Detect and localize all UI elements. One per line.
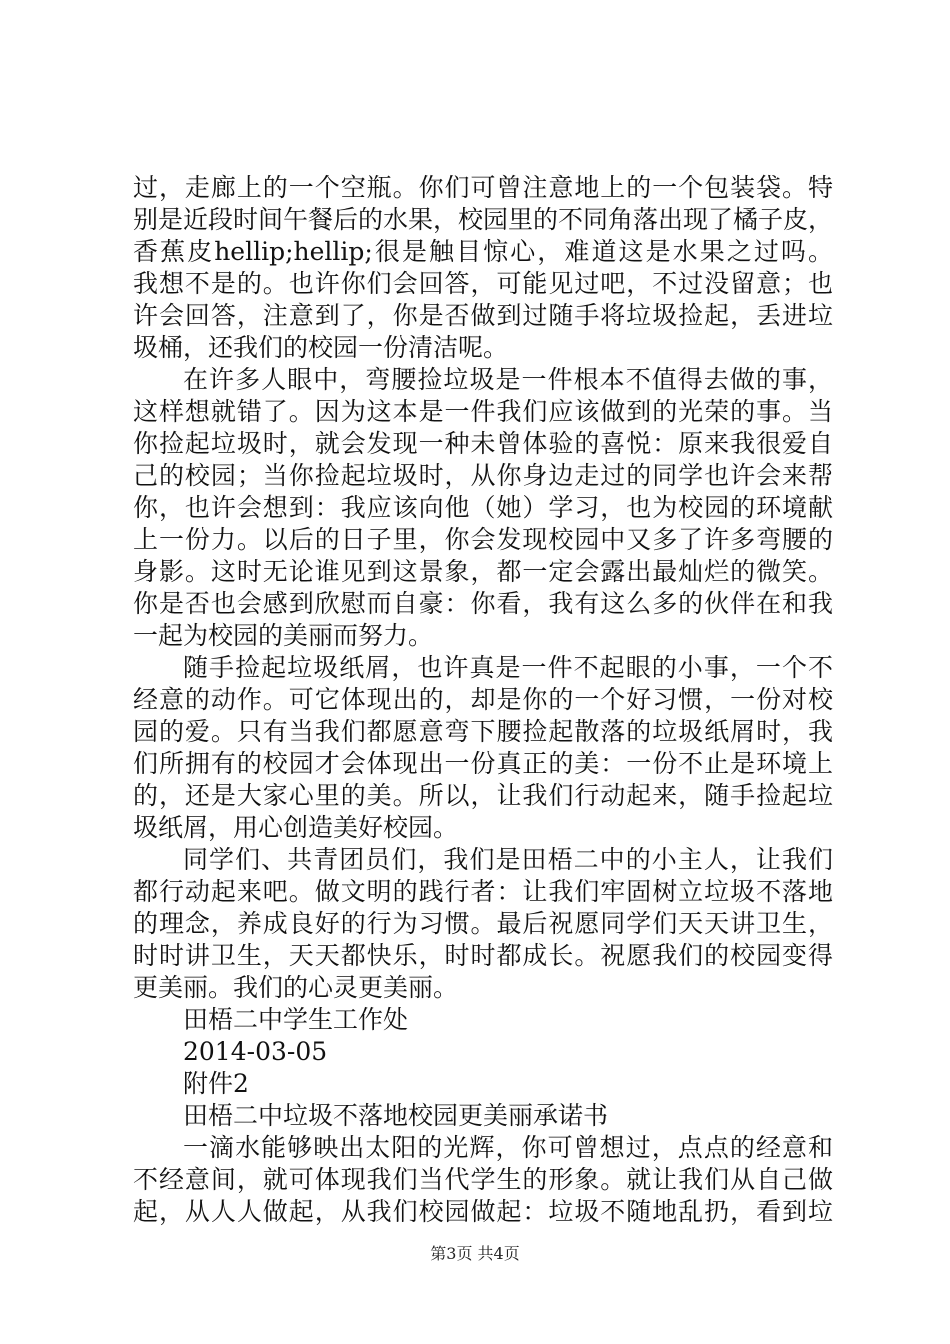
text-line: 在许多人眼中，弯腰捡垃圾是一件根本不值得去做的事， xyxy=(183,365,833,394)
text-line: 一滴水能够映出太阳的光辉，你可曾想过，点点的经意和 xyxy=(183,1133,833,1162)
page-number-footer: 第3页 共4页 xyxy=(430,1244,520,1263)
text-line: 上一份力。以后的日子里，你会发现校园中又多了许多弯腰的 xyxy=(133,525,833,554)
text-line: 的，还是大家心里的美。所以，让我们行动起来，随手捡起垃 xyxy=(133,781,833,810)
text-line: 一起为校园的美丽而努力。 xyxy=(133,621,434,650)
text-line: 你，也许会想到：我应该向他（她）学习，也为校园的环境献 xyxy=(133,493,833,522)
text-line: 们所拥有的校园才会体现出一份真正的美：一份不止是环境上 xyxy=(133,749,833,778)
text-line: 这样想就错了。因为这本是一件我们应该做到的光荣的事。当 xyxy=(133,397,833,426)
text-line: 许会回答，注意到了，你是否做到过随手将垃圾捡起，丢进垃 xyxy=(133,301,833,330)
text-line: 田梧二中学生工作处 xyxy=(183,1005,409,1034)
text-line: 田梧二中垃圾不落地校园更美丽承诺书 xyxy=(183,1101,609,1130)
text-line: 都行动起来吧。做文明的践行者：让我们牢固树立垃圾不落地 xyxy=(133,877,833,906)
text-line: 时时讲卫生，天天都快乐，时时都成长。祝愿我们的校园变得 xyxy=(133,941,833,970)
text-line: 附件2 xyxy=(183,1069,249,1098)
text-line: 别是近段时间午餐后的水果，校园里的不同角落出现了橘子皮， xyxy=(133,205,834,234)
text-line: 香蕉皮hellip;hellip;很是触目惊心，难道这是水果之过吗。 xyxy=(133,237,833,266)
text-line: 2014-03-05 xyxy=(183,1037,328,1066)
text-line: 你捡起垃圾时，就会发现一种未曾体验的喜悦：原来我很爱自 xyxy=(133,429,833,458)
text-line: 过，走廊上的一个空瓶。你们可曾注意地上的一个包装袋。特 xyxy=(133,173,833,202)
text-line: 园的爱。只有当我们都愿意弯下腰捡起散落的垃圾纸屑时，我 xyxy=(133,717,833,746)
text-line: 我想不是的。也许你们会回答，可能见过吧，不过没留意；也 xyxy=(133,269,833,298)
text-line: 随手捡起垃圾纸屑，也许真是一件不起眼的小事，一个不 xyxy=(183,653,833,682)
text-line: 身影。这时无论谁见到这景象，都一定会露出最灿烂的微笑。 xyxy=(133,557,833,586)
text-line: 更美丽。我们的心灵更美丽。 xyxy=(133,973,459,1002)
text-line: 圾纸屑，用心创造美好校园。 xyxy=(133,813,459,842)
text-line: 经意的动作。可它体现出的，却是你的一个好习惯，一份对校 xyxy=(133,685,833,714)
text-line: 圾桶，还我们的校园一份清洁呢。 xyxy=(133,333,509,362)
text-line: 不经意间，就可体现我们当代学生的形象。就让我们从自己做 xyxy=(133,1165,833,1194)
text-line: 起，从人人做起，从我们校园做起：垃圾不随地乱扔，看到垃 xyxy=(133,1197,833,1226)
text-line: 己的校园；当你捡起垃圾时，从你身边走过的同学也许会来帮 xyxy=(133,461,833,490)
document-body xyxy=(133,172,833,1228)
text-line: 你是否也会感到欣慰而自豪：你看，我有这么多的伙伴在和我 xyxy=(133,589,833,618)
text-line: 同学们、共青团员们，我们是田梧二中的小主人，让我们 xyxy=(183,845,833,874)
text-line: 的理念，养成良好的行为习惯。最后祝愿同学们天天讲卫生， xyxy=(133,909,833,938)
